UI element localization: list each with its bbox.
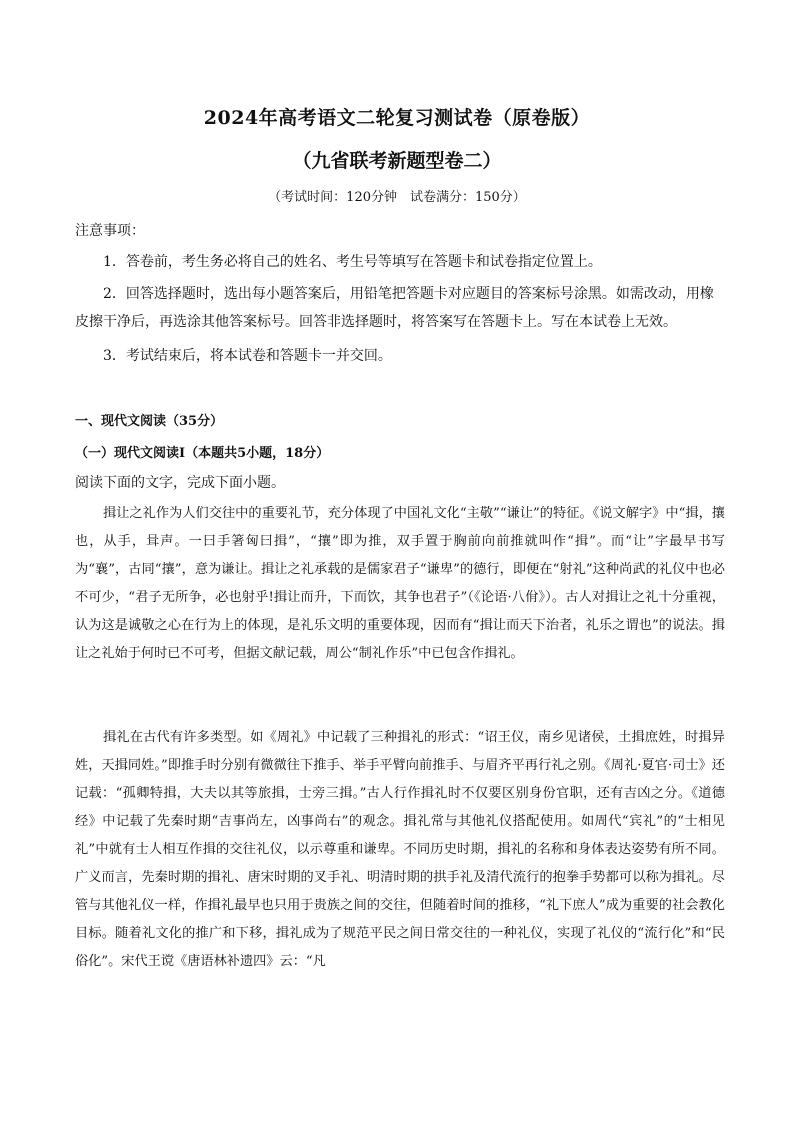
sub-section-heading: （一）现代文阅读Ⅰ（本题共5小题，18分） <box>75 446 330 461</box>
section-heading: 一、现代文阅读（35分） <box>75 414 224 429</box>
note-item-2: 2．回答选择题时，选出每小题答案后，用铅笔把答题卡对应题目的答案标号涂黑。如需改动，用橡皮擦干净后，再选涂其他答案标号。回答非选择题时，将答案写在答题卡上。写在本试卷上无效。 <box>75 286 714 330</box>
reading-paragraph-1: 揖让之礼作为人们交往中的重要礼节，充分体现了中国礼文化“主敬”“谦让”的特征。《说文解字》中“揖，攘也，从手，咠声。一曰手箸匈曰揖”，“攘”即为推，双手置于胸前向前推就叫作“揖”。而“让”字最早书写为“襄”，古同“攘”，意为谦让。揖让之礼承载的是儒家君子“谦卑”的德行，即便在“射礼”这种尚武的礼仪中也必不可少，“君子无所争，必也射乎!揖让而升，下而饮，其争也君子”（《论语·八佾》）。古人对揖让之礼十分重视，认为这是诚敬之心在行为上的体现，是礼乐文明的重要体现，因而有“揖让而天下治者，礼乐之谓也”的说法。揖让之礼始于何时已不可考，但据文献记载，周公“制礼作乐”中已包含作揖礼。 <box>75 506 725 661</box>
exam-subtitle: （九省联考新题型卷二） <box>292 150 502 172</box>
notes-heading: 注意事项： <box>75 223 145 239</box>
reading-paragraph-2: 揖礼在古代有许多类型。如《周礼》中记载了三种揖礼的形式：“诏王仪，南乡见诸侯，土揖庶姓，时揖异姓，天揖同姓。”即推手时分别有微微往下推手、举手平臂向前推手、与眉齐平再行礼之别。《周礼·夏官·司士》还记载：“孤卿特揖，大夫以其等旅揖，士旁三揖。”古人行作揖礼时不仅要区别身份官职，还有吉凶之分。《道德经》中记载了先秦时期“吉事尚左，凶事尚右”的观念。揖礼常与其他礼仪搭配使用。如周代“宾礼”的“士相见礼”中就有士人相互作揖的交往礼仪，以示尊重和谦卑。不同历史时期，揖礼的名称和身体表达姿势有所不同。广义而言，先秦时期的揖礼、唐宋时期的叉手礼、明清时期的拱手礼及清代流行的抱拳手势都可以称为揖礼。尽管与其他礼仪一样，作揖礼最早也只用于贵族之间的交往，但随着时间的推移，“礼下庶人”成为重要的社会教化目标。随着礼文化的推广和下移，揖礼成为了规范平民之间日常交往的一种礼仪，实现了礼仪的“流行化”和“民俗化”。宋代王谠《唐语林补遗四》云：“凡 <box>75 730 725 969</box>
reading-instruction: 阅读下面的文字，完成下面小题。 <box>75 475 285 491</box>
note-item-3: 3．考试结束后，将本试卷和答题卡一并交回。 <box>103 348 392 364</box>
exam-time-score-info: （考试时间：120分钟 试卷满分：150分） <box>268 190 526 205</box>
note-item-1: 1．答卷前，考生务必将自己的姓名、考生号等填写在答题卡和试卷指定位置上。 <box>103 254 602 270</box>
exam-title: 2024年高考语文二轮复习测试卷（原卷版） <box>203 107 591 129</box>
